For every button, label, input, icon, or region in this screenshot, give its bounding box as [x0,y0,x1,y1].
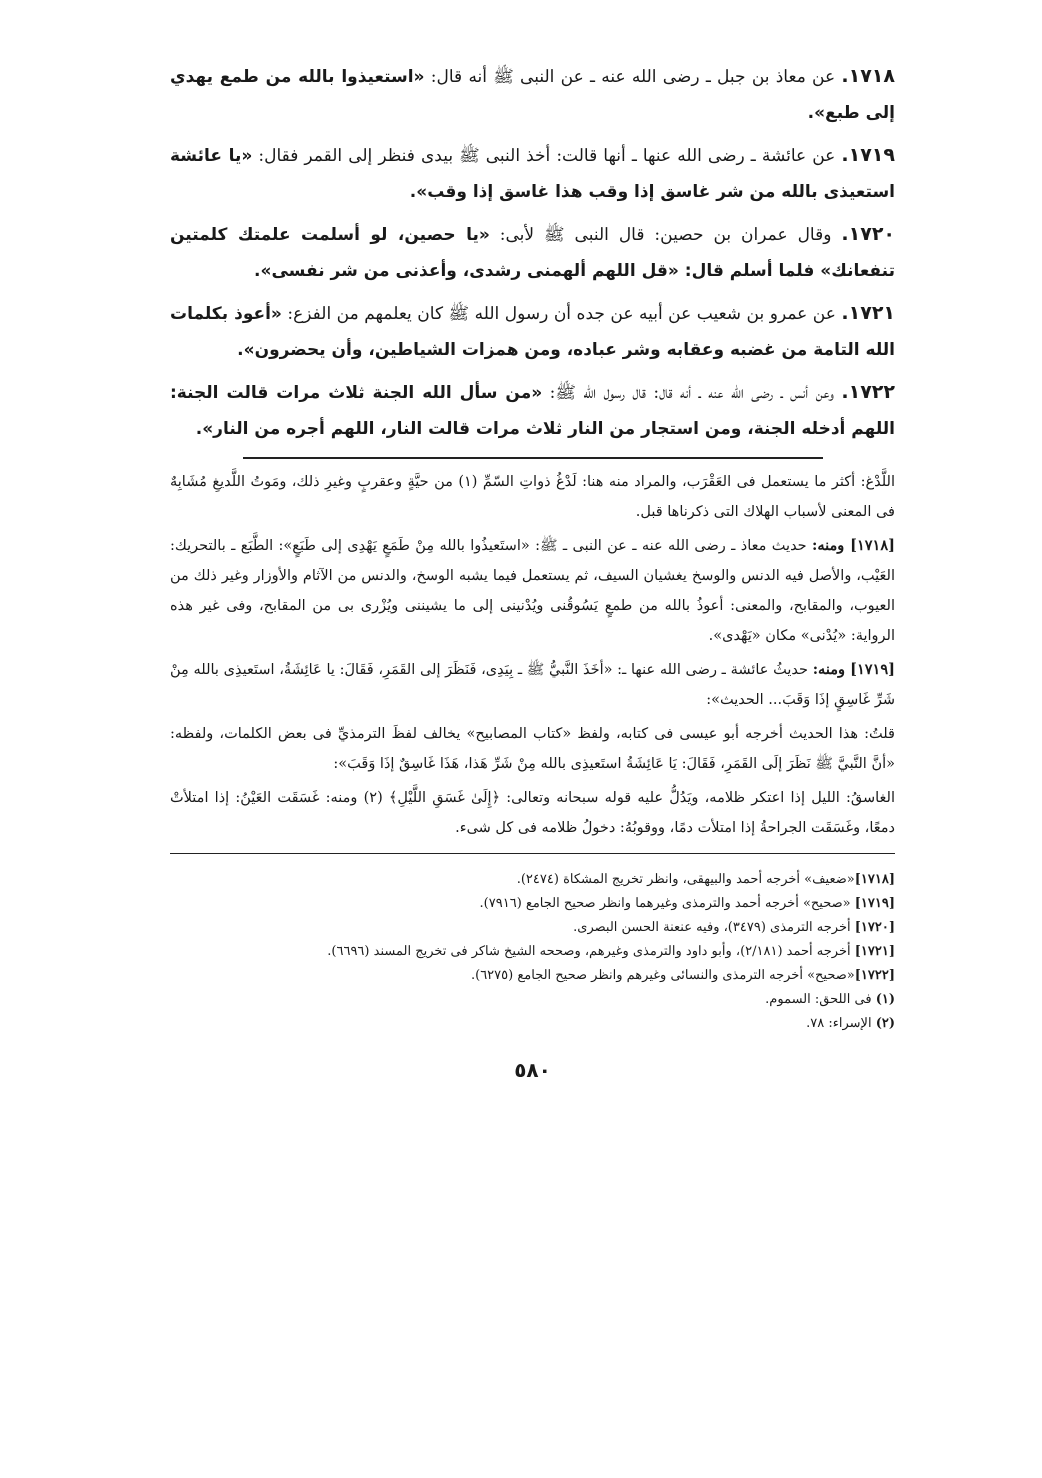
footnote-text: فى اللحق: السموم. [765,992,876,1007]
hadith-1721 [170,295,895,368]
footnote [170,892,895,916]
hadith-intro: عن معاذ بن جبل ـ رضى الله عنه ـ عن النبى ﷺ أنه قال: [424,67,842,87]
commentary-text: اللَّدْغ: أكثر ما يستعمل فى العَقْرَب، والمراد منه هنا: لَدْغُ ذواتِ السّمِّ (١) من حيَّةٍ وعقربٍ وغيرِ ذلك، ومَوتُ اللَّديغِ مُشَابِهٌ فى المعنى لأسباب الهلاك التى ذكرناها قبل. [170,474,895,520]
hadith-1719 [170,137,895,210]
footnote [170,988,895,1012]
footnote-tag: [١٧١٩] [854,896,895,911]
footnote-text: أخرجه أحمد (٢/١٨١)، وأبو داود والترمذى وغيرهم، وصححه الشيخ شاكر فى تخريج المسند (٦٦٩٦). [327,944,855,959]
commentary-section [170,467,895,843]
footnote-tag: (١) [875,992,895,1007]
commentary-text: الغاسقُ: الليل إذا اعتكر ظلامه، ويَدُلُّ عليه قوله سبحانه وتعالى: ﴿إِلَىٰ غَسَقِ اللَّيْلِ﴾ (٢) ومنه: غَسَقَت العَيْنُ: إذا امتلأتْ دمعًا، وغَسَقَت الجراحةُ إذا امتلأت دمًا، ووقوبُهُ: دخولُ ظلامه فى كل شىء. [170,790,895,836]
commentary-paragraph [170,467,895,527]
footnote-text: أخرجه الترمذى (٣٤٧٩)، وفيه عنعنة الحسن البصرى. [573,920,855,935]
footnote-divider [170,853,895,854]
hadith-number: ١٧١٩. [841,144,895,166]
hadith-number: ١٧٢٢. [841,381,895,403]
hadith-quote: «من سأل الله الجنة ثلاث مرات قالت الجنة: اللهم أدخله الجنة، ومن استجار من النار ثلاث مرات قالت النار، اللهم أجره من النار». [170,383,895,439]
hadith-intro: عن عمرو بن شعيب عن أبيه عن جده أن رسول الله ﷺ كان يعلمهم من الفزع: [281,304,842,324]
hadith-quote: «يا عائشة استعيذى بالله من شر غاسق إذا وقب هذا غاسق إذا وقب». [170,146,895,202]
footnote [170,964,895,988]
hadith-quote: «استعيذوا بالله من طمع يهدي إلى طبع». [170,67,895,123]
hadith-number: ١٧٢١. [841,302,896,324]
footnote-tag: (٢) [875,1016,895,1031]
commentary-text: حديثُ عائشة ـ رضى الله عنها ـ: «أخَذَ النَّبيُّ ﷺ ـ بِيَدِى، فَنَظَرَ إلى القَمَرِ، فَقَالَ: يا عَائِشَةُ، استَعيذِى بالله مِنْ شَرِّ غَاسِقٍ إذَا وَقَبَ... الحديث»: [170,662,895,708]
footnote-text: الإسراء: ٧٨. [806,1016,876,1031]
commentary-ref: [١٧١٨] ومنه: [812,537,895,554]
commentary-text: قلتُ: هذا الحديث أخرجه أبو عيسى فى كتابه، ولفظ «كتاب المصابيح» يخالف لفظَ الترمذيِّ فى بعض الكلمات، ولفظه: «أنَّ النَّبيَّ ﷺ نَظَرَ إلَى القَمَرِ، فَقَالَ: يَا عَائِشَةُ استَعيذِى بالله مِنْ شَرِّ هَذا، هَذَا غَاسِقٌ إذَا وَقَبَ»: [170,726,895,772]
footnote [170,940,895,964]
hadith-1718 [170,58,895,131]
hadith-number: ١٧١٨. [841,65,895,87]
commentary-paragraph [170,783,895,843]
footnote-tag: [١٧٢٢] [854,968,895,983]
hadith-intro: وعن أنس ـ رضى الله عنه ـ أنه قال: قال رسول الله ﷺ: [542,383,842,403]
footnote-text: «ضعيف» أخرجه أحمد والبيهقى، وانظر تخريج المشكاة (٢٤٧٤). [516,872,855,887]
commentary-paragraph [170,531,895,651]
page-number: ٥٨٠ [514,1058,551,1082]
hadith-intro: عن عائشة ـ رضى الله عنها ـ أنها قالت: أخذ النبى ﷺ بيدى فنظر إلى القمر فقال: [252,146,842,166]
footnote-tag: [١٧٢١] [854,944,895,959]
footnote-tag: [١٧١٨] [854,872,895,887]
hadith-1722 [170,374,895,447]
footnotes-section [170,868,895,1036]
page-body [170,58,895,1082]
hadith-1720 [170,216,895,289]
footnote [170,1012,895,1036]
hadith-quote: «أعوذ بكلمات الله التامة من غضبه وعقابه وشر عباده، ومن همزات الشياطين، وأن يحضرون». [170,304,895,360]
footnote-text: «صحيح» أخرجه الترمذى والنسائى وغيرهم وانظر صحيح الجامع (٦٢٧٥). [470,968,855,983]
hadith-number: ١٧٢٠. [841,223,896,245]
commentary-text: حديث معاذ ـ رضى الله عنه ـ عن النبى ـ ﷺ: «استَعيذُوا بالله مِنْ طَمَعٍ يَهْدِى إلى طَبَعٍ»: الطَّبَع ـ بالتحريك: العَيْب، والأصل فيه الدنس والوسخ يغشيان السيف، ثم يستعمل فيما يشبه الوسخ، والدنس من الآثام والأوزار وغير ذلك من العيوب، والمقابح، والمعنى: أعوذُ بالله من طمعٍ يَسُوقُنى ويُدْنينى إلى ما يشيننى ويُزْرى بى من المقابح، وفى غير هذه الرواية: «يُدْنى» مكان «يَهْدى». [170,538,895,644]
commentary-ref: [١٧١٩] ومنه: [812,661,895,678]
footnote-tag: [١٧٢٠] [854,920,895,935]
footnote [170,868,895,892]
footnote [170,916,895,940]
commentary-divider [243,457,823,459]
hadith-quote: «يا حصين، لو أسلمت علمتك كلمتين تنفعانك» فلما أسلم قال: «قل اللهم ألهمنى رشدى، وأعذنى من شر نفسى». [170,225,895,281]
commentary-paragraph [170,719,895,779]
hadith-section [170,58,895,447]
commentary-paragraph [170,655,895,715]
hadith-intro: وقال عمران بن حصين: قال النبى ﷺ لأبى: [489,225,842,245]
footnote-text: «صحيح» أخرجه أحمد والترمذى وغيرهما وانظر صحيح الجامع (٧٩١٦). [479,896,855,911]
